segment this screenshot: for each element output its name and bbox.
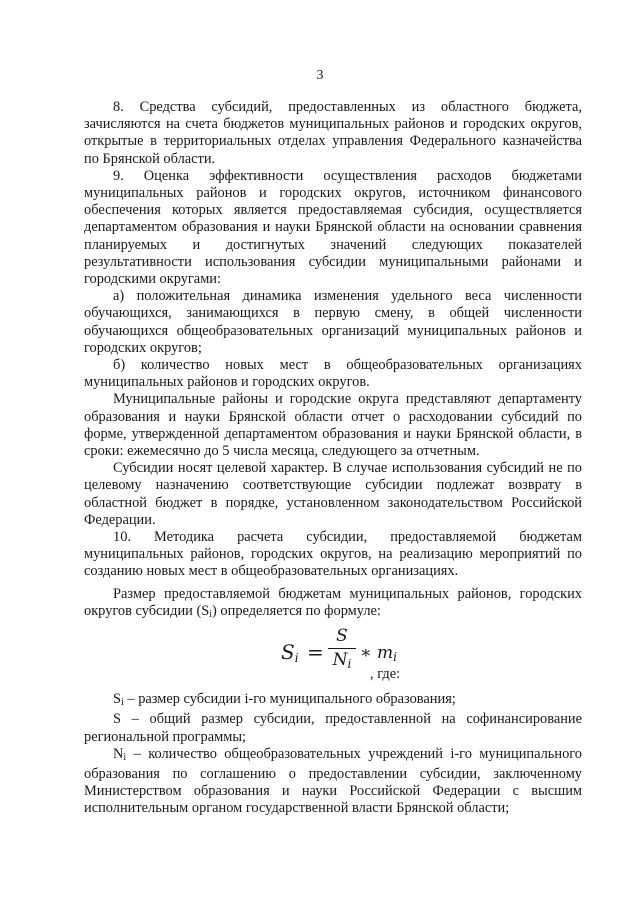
definition-ni-subscript: i xyxy=(123,751,127,763)
formula-suffix: , где: xyxy=(370,666,401,683)
definition-si-text: – размер субсидии i-го муниципального образования; xyxy=(123,691,456,708)
formula-m-symbol: m xyxy=(376,643,394,664)
definition-s: S – общий размер субсидии, предоставленной на софинансирование региональной программы; xyxy=(84,711,582,745)
paragraph-subsidy-size xyxy=(84,586,582,623)
formula-equals: = xyxy=(307,640,324,665)
formula-fraction xyxy=(328,627,356,674)
subsidy-size-text-end: ) определяется по формуле: xyxy=(212,602,381,619)
definition-ni-symbol: N xyxy=(113,745,124,762)
subsidy-size-text: Размер предоставляемой бюджетам муниципальных районов, городских округов субсидии (S xyxy=(84,585,582,619)
formula-denominator-subscript: i xyxy=(347,657,352,672)
subsidy-formula xyxy=(84,627,582,683)
paragraph-9: 9. Оценка эффективности осуществления расходов бюджетами муниципальных районов и городских округов, источником финансового обеспечения которых является предоставляемая субсидия, осуществляется департаментом образования и науки Брянской области на основании сравнения планируемых и достигнутых значений следующих показателей результативности использования субсидии муниципальными районами и городскими округами: xyxy=(84,167,582,288)
formula-multiplier xyxy=(360,643,397,667)
definition-si-symbol: S xyxy=(113,691,122,708)
formula-fraction-bar xyxy=(328,648,356,649)
formula-lhs xyxy=(281,641,299,669)
subsidy-size-subscript: i xyxy=(209,608,213,620)
paragraph-9-item-b: б) количество новых мест в общеобразовательных организациях муниципальных районов и городских округов. xyxy=(84,357,582,391)
definition-si xyxy=(84,691,582,711)
formula-times: ∗ xyxy=(360,643,372,664)
paragraph-report: Муниципальные районы и городские округа представляют департаменту образования и науки Брянской области отчет о расходовании субсидий по форме, утвержденной департаментом образования и науки Брянской области, в сроки: ежемесячно до 5 числа месяца, следующего за отчетным. xyxy=(84,391,582,460)
paragraph-10: 10. Методика расчета субсидии, предоставляемой бюджетам муниципальных районов, городских округов, на реализацию мероприятий по созданию новых мест в общеобразовательных организациях. xyxy=(84,529,582,580)
formula-lhs-subscript: i xyxy=(294,651,299,666)
definition-ni-text: – количество общеобразовательных учреждений i-го муниципального образования по соглашению о предоставлении субсидии, заключенному Министерством образования и науки Российской Федерации с высшим исполнительным органом государственной власти Брянской области; xyxy=(84,745,582,817)
paragraph-8: 8. Средства субсидий, предоставленных из областного бюджета, зачисляются на счета бюджетов муниципальных районов и городских округов, открытые в территориальных отделах управления Федерального казначейства по Брянской области. xyxy=(84,99,582,167)
paragraph-9-item-a: а) положительная динамика изменения удельного веса численности обучающихся, занимающихся в первую смену, в общей численности обучающихся общеобразовательных организаций муниципальных районов и городских округов; xyxy=(84,288,582,356)
formula-m-subscript: i xyxy=(393,650,397,665)
document-body xyxy=(84,99,582,818)
formula-lhs-symbol: S xyxy=(281,640,295,665)
formula-denominator-symbol: N xyxy=(332,650,348,671)
page-number: 3 xyxy=(316,68,324,83)
definition-ni xyxy=(84,746,582,818)
definition-si-subscript: i xyxy=(121,697,124,709)
paragraph-target-use: Субсидии носят целевой характер. В случае использования субсидий не по целевому назначению соответствующие субсидии подлежат возврату в областной бюджет в порядке, установленном законодательством Российской Федерации. xyxy=(84,460,582,528)
formula-denominator xyxy=(328,651,356,674)
formula-numerator: S xyxy=(336,626,348,647)
